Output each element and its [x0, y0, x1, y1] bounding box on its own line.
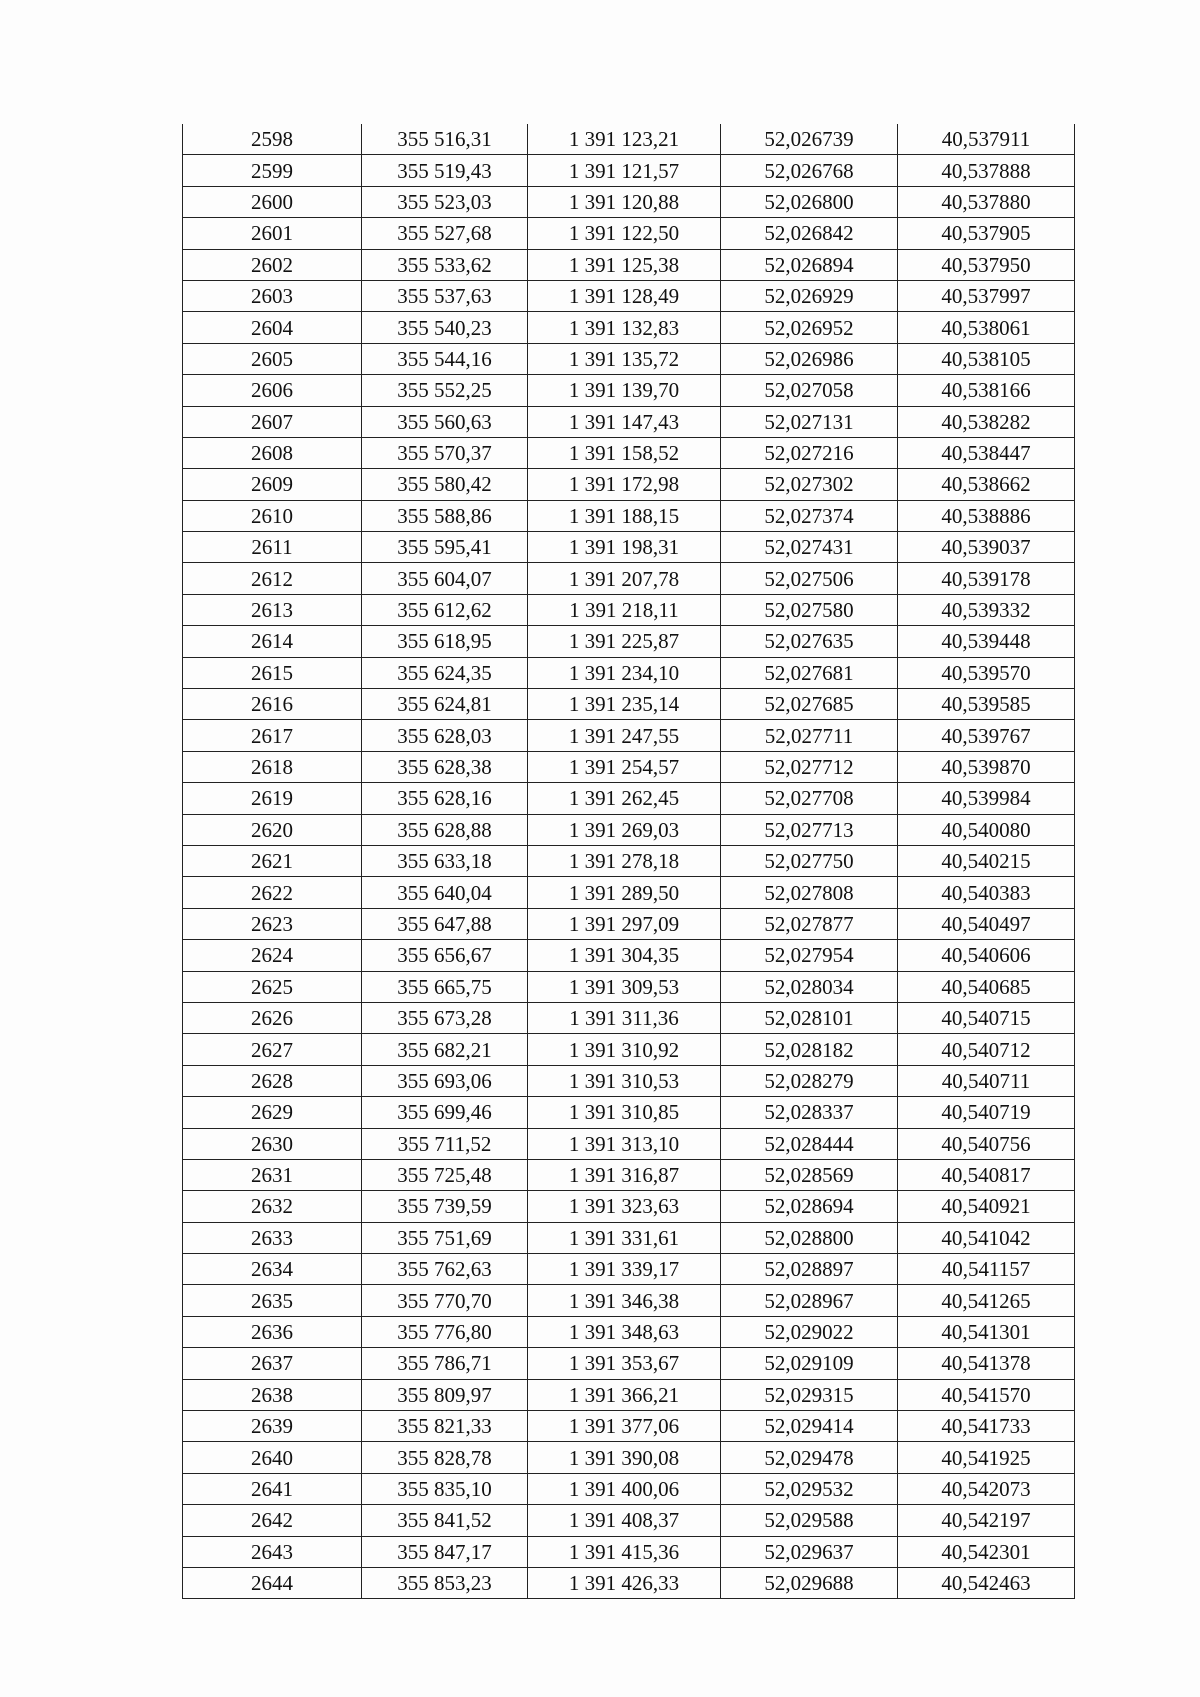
x-coordinate-cell: 355 604,07 — [362, 563, 528, 594]
table-row — [183, 343, 1075, 374]
latitude-cell: 52,028034 — [721, 971, 898, 1002]
longitude-cell: 40,541301 — [898, 1316, 1075, 1347]
latitude-cell: 52,026842 — [721, 218, 898, 249]
point-number-cell: 2602 — [183, 249, 362, 280]
x-coordinate-cell: 355 537,63 — [362, 280, 528, 311]
point-number-cell: 2614 — [183, 626, 362, 657]
longitude-cell: 40,537911 — [898, 124, 1075, 155]
point-number-cell: 2610 — [183, 500, 362, 531]
point-number-cell: 2637 — [183, 1348, 362, 1379]
x-coordinate-cell: 355 570,37 — [362, 437, 528, 468]
point-number-cell: 2636 — [183, 1316, 362, 1347]
longitude-cell: 40,539585 — [898, 689, 1075, 720]
latitude-cell: 52,027506 — [721, 563, 898, 594]
y-coordinate-cell: 1 391 353,67 — [528, 1348, 721, 1379]
x-coordinate-cell: 355 821,33 — [362, 1411, 528, 1442]
x-coordinate-cell: 355 665,75 — [362, 971, 528, 1002]
point-number-cell: 2613 — [183, 594, 362, 625]
y-coordinate-cell: 1 391 366,21 — [528, 1379, 721, 1410]
point-number-cell: 2604 — [183, 312, 362, 343]
x-coordinate-cell: 355 776,80 — [362, 1316, 528, 1347]
longitude-cell: 40,539448 — [898, 626, 1075, 657]
x-coordinate-cell: 355 628,38 — [362, 751, 528, 782]
latitude-cell: 52,028569 — [721, 1159, 898, 1190]
y-coordinate-cell: 1 391 309,53 — [528, 971, 721, 1002]
longitude-cell: 40,541570 — [898, 1379, 1075, 1410]
longitude-cell: 40,542301 — [898, 1536, 1075, 1567]
longitude-cell: 40,538447 — [898, 437, 1075, 468]
y-coordinate-cell: 1 391 135,72 — [528, 343, 721, 374]
latitude-cell: 52,027431 — [721, 532, 898, 563]
point-number-cell: 2638 — [183, 1379, 362, 1410]
point-number-cell: 2619 — [183, 783, 362, 814]
table-row — [183, 469, 1075, 500]
x-coordinate-cell: 355 770,70 — [362, 1285, 528, 1316]
longitude-cell: 40,540215 — [898, 845, 1075, 876]
y-coordinate-cell: 1 391 310,53 — [528, 1065, 721, 1096]
y-coordinate-cell: 1 391 125,38 — [528, 249, 721, 280]
y-coordinate-cell: 1 391 346,38 — [528, 1285, 721, 1316]
latitude-cell: 52,029022 — [721, 1316, 898, 1347]
x-coordinate-cell: 355 588,86 — [362, 500, 528, 531]
longitude-cell: 40,540711 — [898, 1065, 1075, 1096]
table-row — [183, 124, 1075, 155]
longitude-cell: 40,539984 — [898, 783, 1075, 814]
table-row — [183, 783, 1075, 814]
x-coordinate-cell: 355 647,88 — [362, 908, 528, 939]
longitude-cell: 40,539332 — [898, 594, 1075, 625]
table-row — [183, 751, 1075, 782]
x-coordinate-cell: 355 751,69 — [362, 1222, 528, 1253]
longitude-cell: 40,542073 — [898, 1473, 1075, 1504]
point-number-cell: 2606 — [183, 375, 362, 406]
table-row — [183, 1316, 1075, 1347]
x-coordinate-cell: 355 640,04 — [362, 877, 528, 908]
longitude-cell: 40,537905 — [898, 218, 1075, 249]
longitude-cell: 40,537880 — [898, 186, 1075, 217]
table-row — [183, 594, 1075, 625]
latitude-cell: 52,029315 — [721, 1379, 898, 1410]
point-number-cell: 2618 — [183, 751, 362, 782]
y-coordinate-cell: 1 391 132,83 — [528, 312, 721, 343]
x-coordinate-cell: 355 835,10 — [362, 1473, 528, 1504]
point-number-cell: 2603 — [183, 280, 362, 311]
y-coordinate-cell: 1 391 158,52 — [528, 437, 721, 468]
latitude-cell: 52,027877 — [721, 908, 898, 939]
table-row — [183, 1191, 1075, 1222]
table-row — [183, 1159, 1075, 1190]
longitude-cell: 40,539178 — [898, 563, 1075, 594]
x-coordinate-cell: 355 595,41 — [362, 532, 528, 563]
table-row — [183, 1348, 1075, 1379]
longitude-cell: 40,540685 — [898, 971, 1075, 1002]
point-number-cell: 2617 — [183, 720, 362, 751]
latitude-cell: 52,027713 — [721, 814, 898, 845]
longitude-cell: 40,540080 — [898, 814, 1075, 845]
x-coordinate-cell: 355 516,31 — [362, 124, 528, 155]
point-number-cell: 2608 — [183, 437, 362, 468]
latitude-cell: 52,027954 — [721, 940, 898, 971]
point-number-cell: 2643 — [183, 1536, 362, 1567]
x-coordinate-cell: 355 544,16 — [362, 343, 528, 374]
longitude-cell: 40,539570 — [898, 657, 1075, 688]
point-number-cell: 2605 — [183, 343, 362, 374]
latitude-cell: 52,028897 — [721, 1254, 898, 1285]
table-row — [183, 1411, 1075, 1442]
x-coordinate-cell: 355 527,68 — [362, 218, 528, 249]
table-row — [183, 563, 1075, 594]
longitude-cell: 40,537997 — [898, 280, 1075, 311]
table-row — [183, 720, 1075, 751]
x-coordinate-cell: 355 580,42 — [362, 469, 528, 500]
point-number-cell: 2621 — [183, 845, 362, 876]
x-coordinate-cell: 355 739,59 — [362, 1191, 528, 1222]
longitude-cell: 40,539037 — [898, 532, 1075, 563]
longitude-cell: 40,538282 — [898, 406, 1075, 437]
table-row — [183, 626, 1075, 657]
point-number-cell: 2625 — [183, 971, 362, 1002]
x-coordinate-cell: 355 786,71 — [362, 1348, 528, 1379]
y-coordinate-cell: 1 391 121,57 — [528, 155, 721, 186]
table-row — [183, 249, 1075, 280]
y-coordinate-cell: 1 391 311,36 — [528, 1002, 721, 1033]
longitude-cell: 40,541925 — [898, 1442, 1075, 1473]
y-coordinate-cell: 1 391 120,88 — [528, 186, 721, 217]
latitude-cell: 52,026768 — [721, 155, 898, 186]
latitude-cell: 52,026929 — [721, 280, 898, 311]
point-number-cell: 2622 — [183, 877, 362, 908]
point-number-cell: 2631 — [183, 1159, 362, 1190]
x-coordinate-cell: 355 809,97 — [362, 1379, 528, 1410]
y-coordinate-cell: 1 391 262,45 — [528, 783, 721, 814]
table-row — [183, 908, 1075, 939]
table-row — [183, 1536, 1075, 1567]
longitude-cell: 40,540756 — [898, 1128, 1075, 1159]
y-coordinate-cell: 1 391 172,98 — [528, 469, 721, 500]
table-row — [183, 1505, 1075, 1536]
latitude-cell: 52,027712 — [721, 751, 898, 782]
x-coordinate-cell: 355 762,63 — [362, 1254, 528, 1285]
x-coordinate-cell: 355 624,35 — [362, 657, 528, 688]
latitude-cell: 52,029414 — [721, 1411, 898, 1442]
table-row — [183, 1128, 1075, 1159]
point-number-cell: 2623 — [183, 908, 362, 939]
longitude-cell: 40,538105 — [898, 343, 1075, 374]
longitude-cell: 40,540712 — [898, 1034, 1075, 1065]
y-coordinate-cell: 1 391 310,92 — [528, 1034, 721, 1065]
y-coordinate-cell: 1 391 269,03 — [528, 814, 721, 845]
table-row — [183, 1285, 1075, 1316]
point-number-cell: 2601 — [183, 218, 362, 249]
longitude-cell: 40,540817 — [898, 1159, 1075, 1190]
table-row — [183, 500, 1075, 531]
point-number-cell: 2611 — [183, 532, 362, 563]
latitude-cell: 52,027580 — [721, 594, 898, 625]
table-row — [183, 1442, 1075, 1473]
coordinates-table-body — [183, 124, 1075, 1599]
x-coordinate-cell: 355 853,23 — [362, 1567, 528, 1598]
longitude-cell: 40,540497 — [898, 908, 1075, 939]
x-coordinate-cell: 355 725,48 — [362, 1159, 528, 1190]
table-row — [183, 814, 1075, 845]
point-number-cell: 2620 — [183, 814, 362, 845]
point-number-cell: 2635 — [183, 1285, 362, 1316]
latitude-cell: 52,026894 — [721, 249, 898, 280]
point-number-cell: 2628 — [183, 1065, 362, 1096]
point-number-cell: 2640 — [183, 1442, 362, 1473]
x-coordinate-cell: 355 693,06 — [362, 1065, 528, 1096]
y-coordinate-cell: 1 391 297,09 — [528, 908, 721, 939]
latitude-cell: 52,027058 — [721, 375, 898, 406]
y-coordinate-cell: 1 391 139,70 — [528, 375, 721, 406]
latitude-cell: 52,028337 — [721, 1097, 898, 1128]
latitude-cell: 52,028101 — [721, 1002, 898, 1033]
longitude-cell: 40,539870 — [898, 751, 1075, 782]
x-coordinate-cell: 355 682,21 — [362, 1034, 528, 1065]
table-row — [183, 218, 1075, 249]
point-number-cell: 2609 — [183, 469, 362, 500]
y-coordinate-cell: 1 391 415,36 — [528, 1536, 721, 1567]
point-number-cell: 2626 — [183, 1002, 362, 1033]
point-number-cell: 2632 — [183, 1191, 362, 1222]
y-coordinate-cell: 1 391 218,11 — [528, 594, 721, 625]
y-coordinate-cell: 1 391 377,06 — [528, 1411, 721, 1442]
table-row — [183, 689, 1075, 720]
point-number-cell: 2598 — [183, 124, 362, 155]
y-coordinate-cell: 1 391 426,33 — [528, 1567, 721, 1598]
latitude-cell: 52,027685 — [721, 689, 898, 720]
y-coordinate-cell: 1 391 235,14 — [528, 689, 721, 720]
y-coordinate-cell: 1 391 188,15 — [528, 500, 721, 531]
y-coordinate-cell: 1 391 400,06 — [528, 1473, 721, 1504]
x-coordinate-cell: 355 633,18 — [362, 845, 528, 876]
point-number-cell: 2630 — [183, 1128, 362, 1159]
longitude-cell: 40,542463 — [898, 1567, 1075, 1598]
y-coordinate-cell: 1 391 323,63 — [528, 1191, 721, 1222]
table-row — [183, 971, 1075, 1002]
y-coordinate-cell: 1 391 128,49 — [528, 280, 721, 311]
latitude-cell: 52,027708 — [721, 783, 898, 814]
y-coordinate-cell: 1 391 316,87 — [528, 1159, 721, 1190]
point-number-cell: 2639 — [183, 1411, 362, 1442]
y-coordinate-cell: 1 391 147,43 — [528, 406, 721, 437]
latitude-cell: 52,027216 — [721, 437, 898, 468]
point-number-cell: 2627 — [183, 1034, 362, 1065]
point-number-cell: 2612 — [183, 563, 362, 594]
latitude-cell: 52,028967 — [721, 1285, 898, 1316]
longitude-cell: 40,541157 — [898, 1254, 1075, 1285]
latitude-cell: 52,027374 — [721, 500, 898, 531]
latitude-cell: 52,028279 — [721, 1065, 898, 1096]
table-row — [183, 657, 1075, 688]
point-number-cell: 2607 — [183, 406, 362, 437]
y-coordinate-cell: 1 391 289,50 — [528, 877, 721, 908]
longitude-cell: 40,540606 — [898, 940, 1075, 971]
latitude-cell: 52,028444 — [721, 1128, 898, 1159]
table-row — [183, 1222, 1075, 1253]
latitude-cell: 52,027302 — [721, 469, 898, 500]
y-coordinate-cell: 1 391 348,63 — [528, 1316, 721, 1347]
table-row — [183, 1097, 1075, 1128]
longitude-cell: 40,541265 — [898, 1285, 1075, 1316]
x-coordinate-cell: 355 618,95 — [362, 626, 528, 657]
point-number-cell: 2599 — [183, 155, 362, 186]
latitude-cell: 52,029532 — [721, 1473, 898, 1504]
y-coordinate-cell: 1 391 339,17 — [528, 1254, 721, 1285]
x-coordinate-cell: 355 847,17 — [362, 1536, 528, 1567]
table-row — [183, 186, 1075, 217]
table-row — [183, 312, 1075, 343]
y-coordinate-cell: 1 391 207,78 — [528, 563, 721, 594]
latitude-cell: 52,029109 — [721, 1348, 898, 1379]
x-coordinate-cell: 355 841,52 — [362, 1505, 528, 1536]
point-number-cell: 2615 — [183, 657, 362, 688]
point-number-cell: 2600 — [183, 186, 362, 217]
latitude-cell: 52,027711 — [721, 720, 898, 751]
longitude-cell: 40,537950 — [898, 249, 1075, 280]
y-coordinate-cell: 1 391 247,55 — [528, 720, 721, 751]
latitude-cell: 52,026739 — [721, 124, 898, 155]
point-number-cell: 2629 — [183, 1097, 362, 1128]
y-coordinate-cell: 1 391 313,10 — [528, 1128, 721, 1159]
longitude-cell: 40,538061 — [898, 312, 1075, 343]
table-row — [183, 1034, 1075, 1065]
table-row — [183, 280, 1075, 311]
longitude-cell: 40,540921 — [898, 1191, 1075, 1222]
y-coordinate-cell: 1 391 254,57 — [528, 751, 721, 782]
table-row — [183, 437, 1075, 468]
x-coordinate-cell: 355 540,23 — [362, 312, 528, 343]
y-coordinate-cell: 1 391 234,10 — [528, 657, 721, 688]
latitude-cell: 52,027635 — [721, 626, 898, 657]
longitude-cell: 40,538662 — [898, 469, 1075, 500]
y-coordinate-cell: 1 391 390,08 — [528, 1442, 721, 1473]
longitude-cell: 40,539767 — [898, 720, 1075, 751]
latitude-cell: 52,029688 — [721, 1567, 898, 1598]
x-coordinate-cell: 355 828,78 — [362, 1442, 528, 1473]
table-row — [183, 845, 1075, 876]
longitude-cell: 40,541378 — [898, 1348, 1075, 1379]
y-coordinate-cell: 1 391 331,61 — [528, 1222, 721, 1253]
latitude-cell: 52,027808 — [721, 877, 898, 908]
x-coordinate-cell: 355 624,81 — [362, 689, 528, 720]
latitude-cell: 52,029588 — [721, 1505, 898, 1536]
latitude-cell: 52,026800 — [721, 186, 898, 217]
point-number-cell: 2634 — [183, 1254, 362, 1285]
latitude-cell: 52,028182 — [721, 1034, 898, 1065]
latitude-cell: 52,029478 — [721, 1442, 898, 1473]
y-coordinate-cell: 1 391 198,31 — [528, 532, 721, 563]
latitude-cell: 52,026986 — [721, 343, 898, 374]
longitude-cell: 40,538166 — [898, 375, 1075, 406]
y-coordinate-cell: 1 391 225,87 — [528, 626, 721, 657]
longitude-cell: 40,541733 — [898, 1411, 1075, 1442]
table-row — [183, 155, 1075, 186]
longitude-cell: 40,540715 — [898, 1002, 1075, 1033]
point-number-cell: 2633 — [183, 1222, 362, 1253]
coordinates-table — [182, 124, 1075, 1599]
table-row — [183, 1002, 1075, 1033]
table-row — [183, 375, 1075, 406]
longitude-cell: 40,538886 — [898, 500, 1075, 531]
y-coordinate-cell: 1 391 310,85 — [528, 1097, 721, 1128]
point-number-cell: 2641 — [183, 1473, 362, 1504]
x-coordinate-cell: 355 552,25 — [362, 375, 528, 406]
x-coordinate-cell: 355 560,63 — [362, 406, 528, 437]
longitude-cell: 40,541042 — [898, 1222, 1075, 1253]
latitude-cell: 52,028694 — [721, 1191, 898, 1222]
y-coordinate-cell: 1 391 408,37 — [528, 1505, 721, 1536]
longitude-cell: 40,540719 — [898, 1097, 1075, 1128]
x-coordinate-cell: 355 519,43 — [362, 155, 528, 186]
latitude-cell: 52,028800 — [721, 1222, 898, 1253]
table-row — [183, 1473, 1075, 1504]
longitude-cell: 40,542197 — [898, 1505, 1075, 1536]
x-coordinate-cell: 355 699,46 — [362, 1097, 528, 1128]
longitude-cell: 40,537888 — [898, 155, 1075, 186]
x-coordinate-cell: 355 628,88 — [362, 814, 528, 845]
point-number-cell: 2644 — [183, 1567, 362, 1598]
longitude-cell: 40,540383 — [898, 877, 1075, 908]
table-row — [183, 532, 1075, 563]
table-row — [183, 877, 1075, 908]
x-coordinate-cell: 355 612,62 — [362, 594, 528, 625]
latitude-cell: 52,026952 — [721, 312, 898, 343]
latitude-cell: 52,029637 — [721, 1536, 898, 1567]
x-coordinate-cell: 355 628,03 — [362, 720, 528, 751]
x-coordinate-cell: 355 656,67 — [362, 940, 528, 971]
point-number-cell: 2624 — [183, 940, 362, 971]
latitude-cell: 52,027750 — [721, 845, 898, 876]
y-coordinate-cell: 1 391 278,18 — [528, 845, 721, 876]
table-row — [183, 940, 1075, 971]
x-coordinate-cell: 355 711,52 — [362, 1128, 528, 1159]
y-coordinate-cell: 1 391 122,50 — [528, 218, 721, 249]
y-coordinate-cell: 1 391 123,21 — [528, 124, 721, 155]
latitude-cell: 52,027131 — [721, 406, 898, 437]
x-coordinate-cell: 355 673,28 — [362, 1002, 528, 1033]
table-row — [183, 406, 1075, 437]
point-number-cell: 2616 — [183, 689, 362, 720]
table-row — [183, 1065, 1075, 1096]
x-coordinate-cell: 355 533,62 — [362, 249, 528, 280]
table-row — [183, 1567, 1075, 1598]
table-row — [183, 1254, 1075, 1285]
latitude-cell: 52,027681 — [721, 657, 898, 688]
point-number-cell: 2642 — [183, 1505, 362, 1536]
table-row — [183, 1379, 1075, 1410]
y-coordinate-cell: 1 391 304,35 — [528, 940, 721, 971]
x-coordinate-cell: 355 523,03 — [362, 186, 528, 217]
x-coordinate-cell: 355 628,16 — [362, 783, 528, 814]
